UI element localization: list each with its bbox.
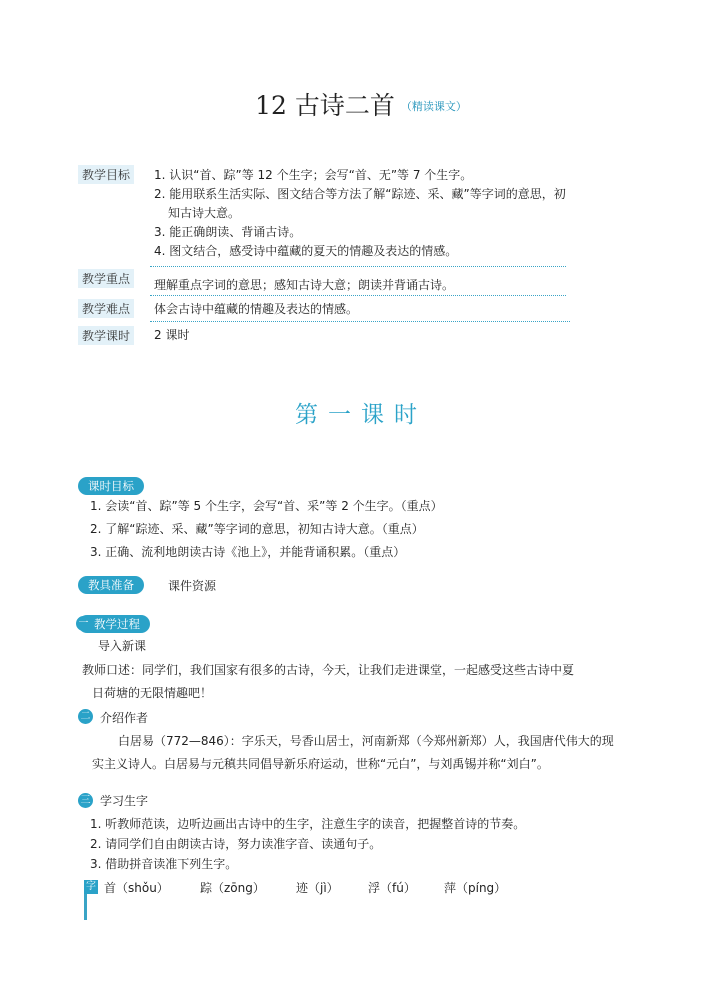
key-label: 教学重点	[78, 269, 134, 288]
lesson-subtitle: （精读课文）	[400, 100, 467, 113]
process-pill: 教学过程	[78, 615, 150, 633]
step-2-line-1: 白居易（772—846）：字乐天，号香山居士，河南新郑（今郑州新郑）人，我国唐代伟大的现	[118, 734, 614, 748]
goal-line-1: 1. 认识“首、踪”等 12 个生字；会写“首、无”等 7 个生字。	[154, 168, 473, 182]
step-1-line-1: 教师口述：同学们，我们国家有很多的古诗，今天，让我们走进课堂，一起感受这些古诗中夏	[82, 663, 575, 677]
step-number-1: 一	[76, 616, 91, 631]
key-text: 理解重点字词的意思；感知古诗大意；朗读并背诵古诗。	[154, 278, 455, 292]
step-3-line-3: 3. 借助拼音读准下列生字。	[90, 857, 238, 871]
goal-line-3: 3. 能正确朗读、背诵古诗。	[154, 225, 302, 239]
goal-line-2-cont: 知古诗大意。	[168, 206, 241, 220]
prep-text: 课件资源	[168, 579, 217, 593]
step-2-heading: 介绍作者	[100, 711, 149, 725]
step-number-2: 二	[78, 709, 93, 724]
lesson-goals-pill: 课时目标	[78, 477, 144, 495]
difficult-label: 教学难点	[78, 299, 134, 318]
hours-text: 2 课时	[154, 328, 190, 342]
step-1-line-2: 日荷塘的无限情趣吧！	[92, 686, 213, 700]
page-title	[0, 86, 722, 122]
divider-dotted	[150, 295, 566, 296]
step-3-heading: 学习生字	[100, 794, 149, 808]
step-3-line-2: 2. 请同学们自由朗读古诗，努力读准字音、读通句子。	[90, 837, 382, 851]
difficult-text: 体会古诗中蕴藏的情趣及表达的情感。	[154, 302, 359, 316]
lesson-goal-3: 3. 正确、流利地朗读古诗《池上》，并能背诵积累。（重点）	[90, 545, 406, 559]
goals-label: 教学目标	[78, 165, 134, 184]
lesson-title: 12 古诗二首	[255, 91, 395, 120]
char-item: 浮（fú）	[368, 881, 416, 895]
lesson-goal-1: 1. 会读“首、踪”等 5 个生字，会写“首、采”等 2 个生字。（重点）	[90, 499, 443, 513]
hours-label: 教学课时	[78, 326, 134, 345]
divider-dotted	[150, 266, 566, 267]
lesson-goal-2: 2. 了解“踪迹、采、藏”等字词的意思，初知古诗大意。（重点）	[90, 522, 424, 536]
char-item: 萍（píng）	[444, 881, 507, 895]
step-1-heading: 导入新课	[98, 639, 147, 653]
step-2-line-2: 实主义诗人。白居易与元稹共同倡导新乐府运动，世称“元白”，与刘禹锡并称“刘白”。	[92, 757, 549, 771]
char-item: 踪（zōng）	[200, 881, 265, 895]
divider-dotted	[150, 321, 570, 322]
prep-pill: 教具准备	[78, 576, 144, 594]
step-number-3: 三	[78, 793, 93, 808]
goal-line-2: 2. 能用联系生活实际、图文结合等方法了解“踪迹、采、藏”等字词的意思，初	[154, 187, 566, 201]
section-title: 第一课时	[295, 402, 427, 428]
char-list-tag: 字	[86, 881, 96, 892]
char-item: 迹（jì）	[296, 881, 339, 895]
char-item: 首（shǒu）	[104, 881, 169, 895]
goal-line-4: 4. 图文结合，感受诗中蕴藏的夏天的情趣及表达的情感。	[154, 244, 458, 258]
step-3-line-1: 1. 听教师范读，边听边画出古诗中的生字，注意生字的读音，把握整首诗的节奏。	[90, 817, 526, 831]
